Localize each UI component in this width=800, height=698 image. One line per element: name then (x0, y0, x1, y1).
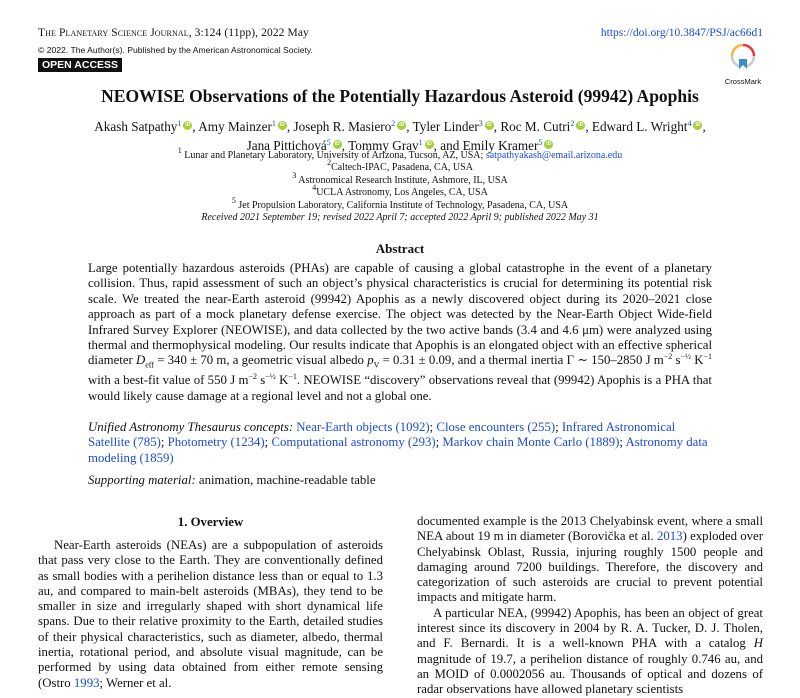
doi-link[interactable]: https://doi.org/10.3847/PSJ/ac66d1 (600, 27, 763, 39)
left-column (38, 538, 383, 691)
concept-link[interactable]: Infrared Astronomical Satellite (785) (88, 420, 676, 450)
concept-link[interactable]: Close encounters (255) (436, 420, 556, 434)
author: Tommy Grav$^1$iD (348, 138, 434, 153)
copyright-notice: © 2022. The Author(s). Published by the American Astronomical Society. (38, 45, 313, 55)
citation-link[interactable]: 1993 (73, 675, 100, 690)
affiliation-list (60, 146, 740, 224)
orcid-icon[interactable] (544, 140, 553, 149)
paper-title: NEOWISE Observations of the Potentially Hazardous Asteroid (99942) Apophis (101, 86, 699, 106)
paragraph: documented example is the 2013 Chelyabinsk event, where a small NEA about 19 m in diameter (Borovička et al. 2013) exploded over Chelyabinsk Oblast, Russia, injuring roughly 1500 people and damaging around 7200 buildings. Therefore, the discovery and categorization of such asteroids are crucial to prevent potential impacts and mitigate harm. (417, 514, 763, 605)
uat-concepts: Unified Astronomy Thesaurus concepts: Near-Earth objects (1092); Close encounters (255); Infrared Astronomical Satellite (785); Photometry (1234); Computational astronomy (293); Markov chain Monte Carlo (1889); Astronomy data modeling (1859) (88, 420, 708, 465)
affiliation: $^3$ Astronomical Research Institute, Ashmore, IL, USA (292, 170, 508, 186)
journal-citation (38, 27, 309, 39)
section-heading: 1. Overview (177, 515, 244, 529)
concept-link[interactable]: Markov chain Monte Carlo (1889) (442, 435, 620, 450)
journal-info: , 3:124 (11pp), 2022 May (188, 27, 309, 39)
author: Akash Satpathy$^1$iD (94, 119, 192, 134)
crossmark-label: CrossMark (724, 77, 762, 86)
author: Roc M. Cutri$^2$iD (500, 119, 585, 134)
author: Edward L. Wright$^4$iD (592, 119, 703, 134)
concept-link[interactable]: Astronomy data modeling (1859) (88, 435, 708, 465)
orcid-icon[interactable] (333, 140, 342, 149)
orcid-icon[interactable] (183, 121, 192, 130)
citation-link[interactable]: 2013 (656, 529, 683, 544)
orcid-icon[interactable] (576, 121, 585, 130)
crossmark-icon (730, 44, 756, 74)
supporting-material: Supporting material: animation, machine-readable table (88, 473, 376, 487)
affiliation: $^1$ Lunar and Planetary Laboratory, University of Arizona, Tucson, AZ, USA; satpathyakash@email.arizona.edu (177, 146, 623, 161)
orcid-icon[interactable] (397, 121, 406, 130)
received-dates: Received 2021 September 19; revised 2022 April 7; accepted 2022 April 9; published 2022 May 31 (201, 212, 599, 224)
paragraph: A particular NEA, (99942) Apophis, has been an object of great interest since its discovery in 2004 by R. A. Tucker, D. J. Tholen, and F. Bernardi. It is a well-known PHA with a catalog H magnitude of 19.7, a perihelion distance of roughly 0.746 au, and an MOID of 0.0002056 au. Thousands of optical and dozens of radar observations have allowed planetary scientists (417, 605, 763, 697)
open-access-badge: OPEN ACCESS (38, 58, 122, 72)
orcid-icon[interactable] (425, 140, 434, 149)
journal-name: The Planetary Science Journal (38, 27, 189, 39)
author: Joseph R. Masiero$^2$iD (293, 119, 406, 134)
paragraph: Near-Earth asteroids (NEAs) are a subpopulation of asteroids that pass very close to the Earth. They are conventionally defined as small bodies with a perihelion distance less than or equal to 1.3 au, and compared to main-belt asteroids (MBAs), they tend to be smaller in size and irregularly shaped with short dynamical life spans. Due to their relative proximity to the Earth, detailed studies of their physical characteristics, such as diameter, albedo, thermal inertia, rotational period, and absolute visual magnitude, can be performed by using data obtained from either remote sensing (Ostro 1993; Werner et al. (38, 538, 383, 690)
right-column (417, 514, 763, 698)
author: Tyler Linder$^3$iD (413, 119, 494, 134)
abstract-heading: Abstract (375, 241, 425, 256)
abstract-text: Large potentially hazardous asteroids (PHAs) are capable of causing a global catastrophe in the event of a planetary collision. Thus, rapid assessment of such an object’s physical characteristics is crucial for determining its potential risk scale. We treated the near-Earth asteroid (99942) Apophis as a newly discovered object during its 2020–2021 close approach as part of a mock planetary defense exercise. The object was detected by the Near-Earth Object Wide-field Infrared Survey Explorer (NEOWISE), and data collected by the two active bands (3.4 and 4.6 μm) were analyzed using thermal and thermophysical modeling. Our results indicate that Apophis is an elongated object with an effective spherical diameter $D_{eff} = 340 \pm 70$ m, a geometric visual albedo $p_V = 0.31 \pm 0.09$, and a thermal inertia Γ ∼ 150–2850 J $m^{-2}$ $s^{-\frac{1}{2}}$ $K^{-1}$ with a best-fit value of 550 J $m^{-2}$ $s^{-\frac{1}{2}}$ $K^{-1}$. NEOWISE “discovery” observations reveal that (99942) Apophis is a PHA that would likely cause damage at a regional level and not a global one. (88, 261, 712, 403)
concept-link[interactable]: Near-Earth objects (1092) (296, 420, 430, 434)
author: Amy Mainzer$^1$iD (198, 119, 287, 134)
orcid-icon[interactable] (693, 121, 702, 130)
affiliation: $^2$Caltech-IPAC, Pasadena, CA, USA (327, 158, 473, 174)
concept-link[interactable]: Photometry (1234) (167, 435, 265, 450)
affiliation: $^4$UCLA Astronomy, Los Angeles, CA, USA (312, 183, 488, 199)
author: Jana Pittichová$^5$iD (247, 138, 342, 153)
concept-link[interactable]: Computational astronomy (293) (271, 435, 436, 450)
email-link[interactable]: satpathyakash@email.arizona.edu (485, 150, 623, 161)
crossmark-button[interactable] (721, 44, 765, 86)
affiliation: $^5$ Jet Propulsion Laboratory, California Institute of Technology, Pasadena, CA, USA (231, 195, 569, 211)
author: Emily Kramer$^5$iD (463, 138, 554, 153)
orcid-icon[interactable] (278, 121, 287, 130)
author-list: Akash Satpathy$^1$iD , Amy Mainzer$^1$iD , Joseph R. Masiero$^2$iD , Tyler Linder$^3$iD , Roc M. Cutri$^2$iD , Edward L. Wright$^4$iD , Jana Pittichová$^5$iD , Tommy Grav$^1$iD , and Emily Kramer$^5$iD (60, 117, 740, 155)
orcid-icon[interactable] (485, 121, 494, 130)
